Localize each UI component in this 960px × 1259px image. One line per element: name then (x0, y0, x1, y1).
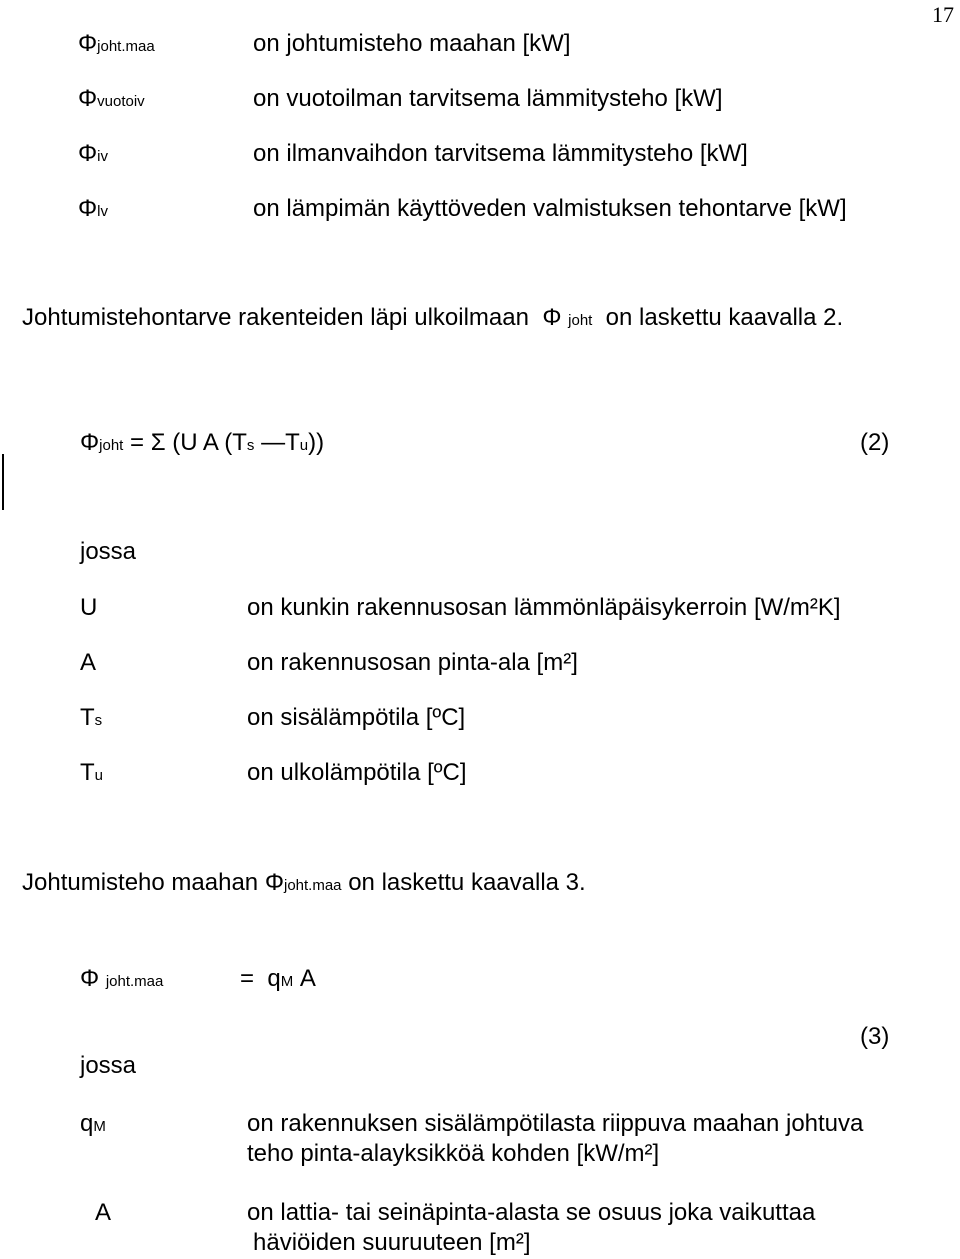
paragraph-symbol-subscript: joht (568, 312, 593, 329)
symbol-subscript: joht.maa (97, 38, 155, 55)
symbol-phi-vuotoiv (78, 87, 145, 111)
symbol-description: on vuotoilman tarvitsema lämmitysteho [kW] (253, 85, 723, 112)
formula-q: q (267, 965, 281, 992)
formula-a: A (299, 965, 316, 992)
paragraph-text: on laskettu kaavalla 3. (348, 869, 586, 896)
formula-sum-term: Σ (U A (T (150, 429, 247, 456)
variable-description-line-1: on rakennuksen sisälämpötilasta riippuva maahan johtuva (247, 1110, 864, 1137)
formula-3-rhs (240, 967, 316, 991)
page-number: 17 (932, 2, 954, 27)
formula-close: )) (308, 429, 325, 456)
formula-2-number: (2) (860, 429, 890, 456)
symbol-phi-joht-maa (78, 32, 155, 56)
formula-equals: = (240, 965, 255, 992)
formula-minus-t: —T (261, 429, 300, 456)
variable-description-line-2: teho pinta-alayksikköä kohden [kW/m²] (247, 1140, 660, 1167)
variable-qm (80, 1112, 106, 1136)
symbol-base: Φ (78, 140, 98, 167)
formula-phi-subscript: joht (99, 437, 124, 454)
variable-a (95, 1201, 111, 1225)
formula-phi-subscript: joht.maa (105, 973, 164, 990)
symbol-description: on johtumisteho maahan [kW] (253, 30, 571, 57)
symbol-description: on ilmanvaihdon tarvitsema lämmitysteho [kW] (253, 140, 748, 167)
symbol-base: Φ (78, 195, 98, 222)
variable-description-line-2: häviöiden suuruuteen [m²] (253, 1229, 531, 1256)
variable-subscript: M (93, 1118, 106, 1135)
symbol-description: on lämpimän käyttöveden valmistuksen tehontarve [kW] (253, 195, 847, 222)
variable-tu (80, 761, 103, 785)
paragraph-symbol: Φ (264, 869, 284, 896)
variable-base: A (80, 649, 97, 676)
paragraph-text: on laskettu kaavalla 2. (605, 304, 844, 331)
formula-ts-subscript: s (246, 437, 255, 454)
paragraph-symbol: Φ (542, 304, 562, 331)
symbol-subscript: vuotoiv (97, 93, 145, 110)
paragraph-conduction-outdoor (22, 306, 843, 330)
symbol-base: Φ (78, 30, 98, 57)
symbol-subscript: iv (97, 148, 108, 165)
variable-a (80, 651, 96, 675)
formula-phi: Φ (80, 429, 100, 456)
formula-phi: Φ (80, 965, 100, 992)
where-label: jossa (80, 538, 137, 565)
formula-tu-subscript: u (299, 437, 309, 454)
where-label: jossa (80, 1052, 137, 1079)
formula-2 (80, 431, 324, 455)
symbol-phi-lv (78, 197, 108, 221)
formula-q-subscript: M (280, 973, 294, 990)
variable-subscript: u (94, 767, 104, 784)
variable-description-line-1: on lattia- tai seinäpinta-alasta se osuus joka vaikuttaa (247, 1199, 816, 1226)
variable-description: on ulkolämpötila [ºC] (247, 759, 467, 786)
variable-u (80, 596, 97, 620)
variable-subscript: s (94, 712, 103, 729)
paragraph-text: Johtumisteho maahan (22, 869, 259, 896)
variable-description: on rakennusosan pinta-ala [m²] (247, 649, 578, 676)
variable-base: U (80, 594, 98, 621)
paragraph-conduction-ground (22, 871, 586, 895)
formula-3-lhs (80, 967, 163, 991)
variable-description: on kunkin rakennusosan lämmönläpäisykerroin [W/m²K] (247, 594, 841, 621)
paragraph-symbol-subscript: joht.maa (283, 877, 342, 894)
formula-3-number: (3) (860, 1023, 890, 1050)
variable-base: T (80, 704, 95, 731)
variable-ts (80, 706, 102, 730)
formula-equals: = (130, 429, 145, 456)
variable-base: T (80, 759, 95, 786)
change-bar (2, 454, 4, 510)
symbol-base: Φ (78, 85, 98, 112)
symbol-subscript: lv (97, 203, 108, 220)
variable-base: q (80, 1110, 94, 1137)
variable-description: on sisälämpötila [ºC] (247, 704, 466, 731)
symbol-phi-iv (78, 142, 108, 166)
variable-base: A (95, 1199, 112, 1226)
paragraph-text: Johtumistehontarve rakenteiden läpi ulkoilmaan (22, 304, 529, 331)
